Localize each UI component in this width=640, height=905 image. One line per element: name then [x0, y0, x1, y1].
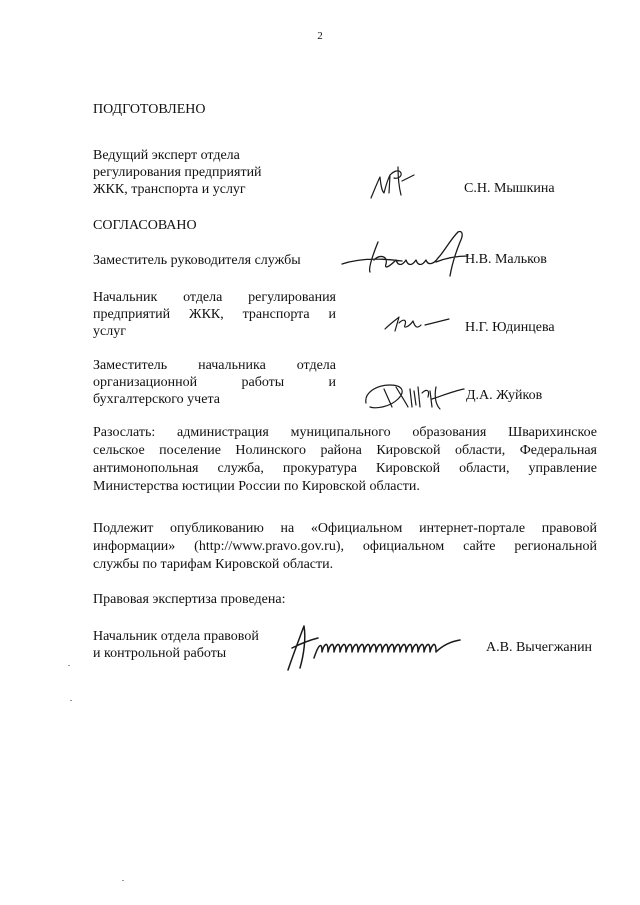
role-line: регулирования предприятий — [93, 165, 262, 180]
role-line: Начальник отдела правовой — [93, 629, 259, 644]
role-line: Ведущий эксперт отдела — [93, 148, 240, 163]
scan-speck — [68, 665, 70, 666]
signer-name: Н.Г. Юдинцева — [465, 320, 555, 335]
signer-role — [93, 289, 336, 340]
paragraph-line: Министерства юстиции России по Кировской области. — [93, 479, 420, 494]
distribution-list — [93, 424, 597, 496]
role-line: Заместитель руководителя службы — [93, 253, 301, 268]
legal-review-note: Правовая экспертиза проведена: — [93, 592, 286, 607]
paragraph-line: Подлежит опубликованию на «Официальном интернет-портале правовой — [93, 521, 597, 536]
paragraph-line: антимонопольная служба, прокуратура Кировской области, управление — [93, 461, 597, 476]
signature-vychegzhanin — [284, 618, 468, 676]
role-line: ЖКК, транспорта и услуг — [93, 182, 246, 197]
agreed-heading: СОГЛАСОВАНО — [93, 218, 197, 233]
scan-speck — [122, 880, 124, 881]
role-line: Заместитель начальника отдела — [93, 358, 336, 373]
role-line: бухгалтерского учета — [93, 392, 220, 407]
signature-yudintseva — [383, 313, 451, 335]
paragraph-line: сельское поселение Нолинского района Кировской области, Федеральная — [93, 443, 597, 458]
paragraph-line: службы по тарифам Кировской области. — [93, 557, 334, 572]
role-line: Начальник отдела регулирования — [93, 290, 336, 305]
role-line: услуг — [93, 324, 126, 339]
role-line: предприятий ЖКК, транспорта и — [93, 307, 336, 322]
publication-note — [93, 520, 597, 574]
signer-role — [93, 252, 343, 269]
signature-zhuykov — [362, 379, 468, 415]
page-number: 2 — [317, 30, 323, 42]
prepared-heading: ПОДГОТОВЛЕНО — [93, 102, 206, 117]
prepared-name: С.Н. Мышкина — [464, 181, 555, 196]
signer-name: Н.В. Мальков — [465, 252, 547, 267]
legal-review-name: А.В. Вычегжанин — [486, 640, 593, 655]
prepared-role — [93, 147, 336, 198]
signer-role — [93, 357, 336, 408]
scan-speck — [70, 700, 72, 701]
role-line: и контрольной работы — [93, 646, 227, 661]
signature-malkov — [340, 228, 472, 280]
paragraph-line: информации» (http://www.pravo.gov.ru), официальном сайте региональной — [93, 539, 597, 554]
paragraph-line: Разослать: администрация муниципального образования Шварихинское — [93, 425, 597, 440]
signature-myshkina — [368, 163, 418, 205]
signer-name: Д.А. Жуйков — [466, 388, 543, 403]
role-line: организационной работы и — [93, 375, 336, 390]
